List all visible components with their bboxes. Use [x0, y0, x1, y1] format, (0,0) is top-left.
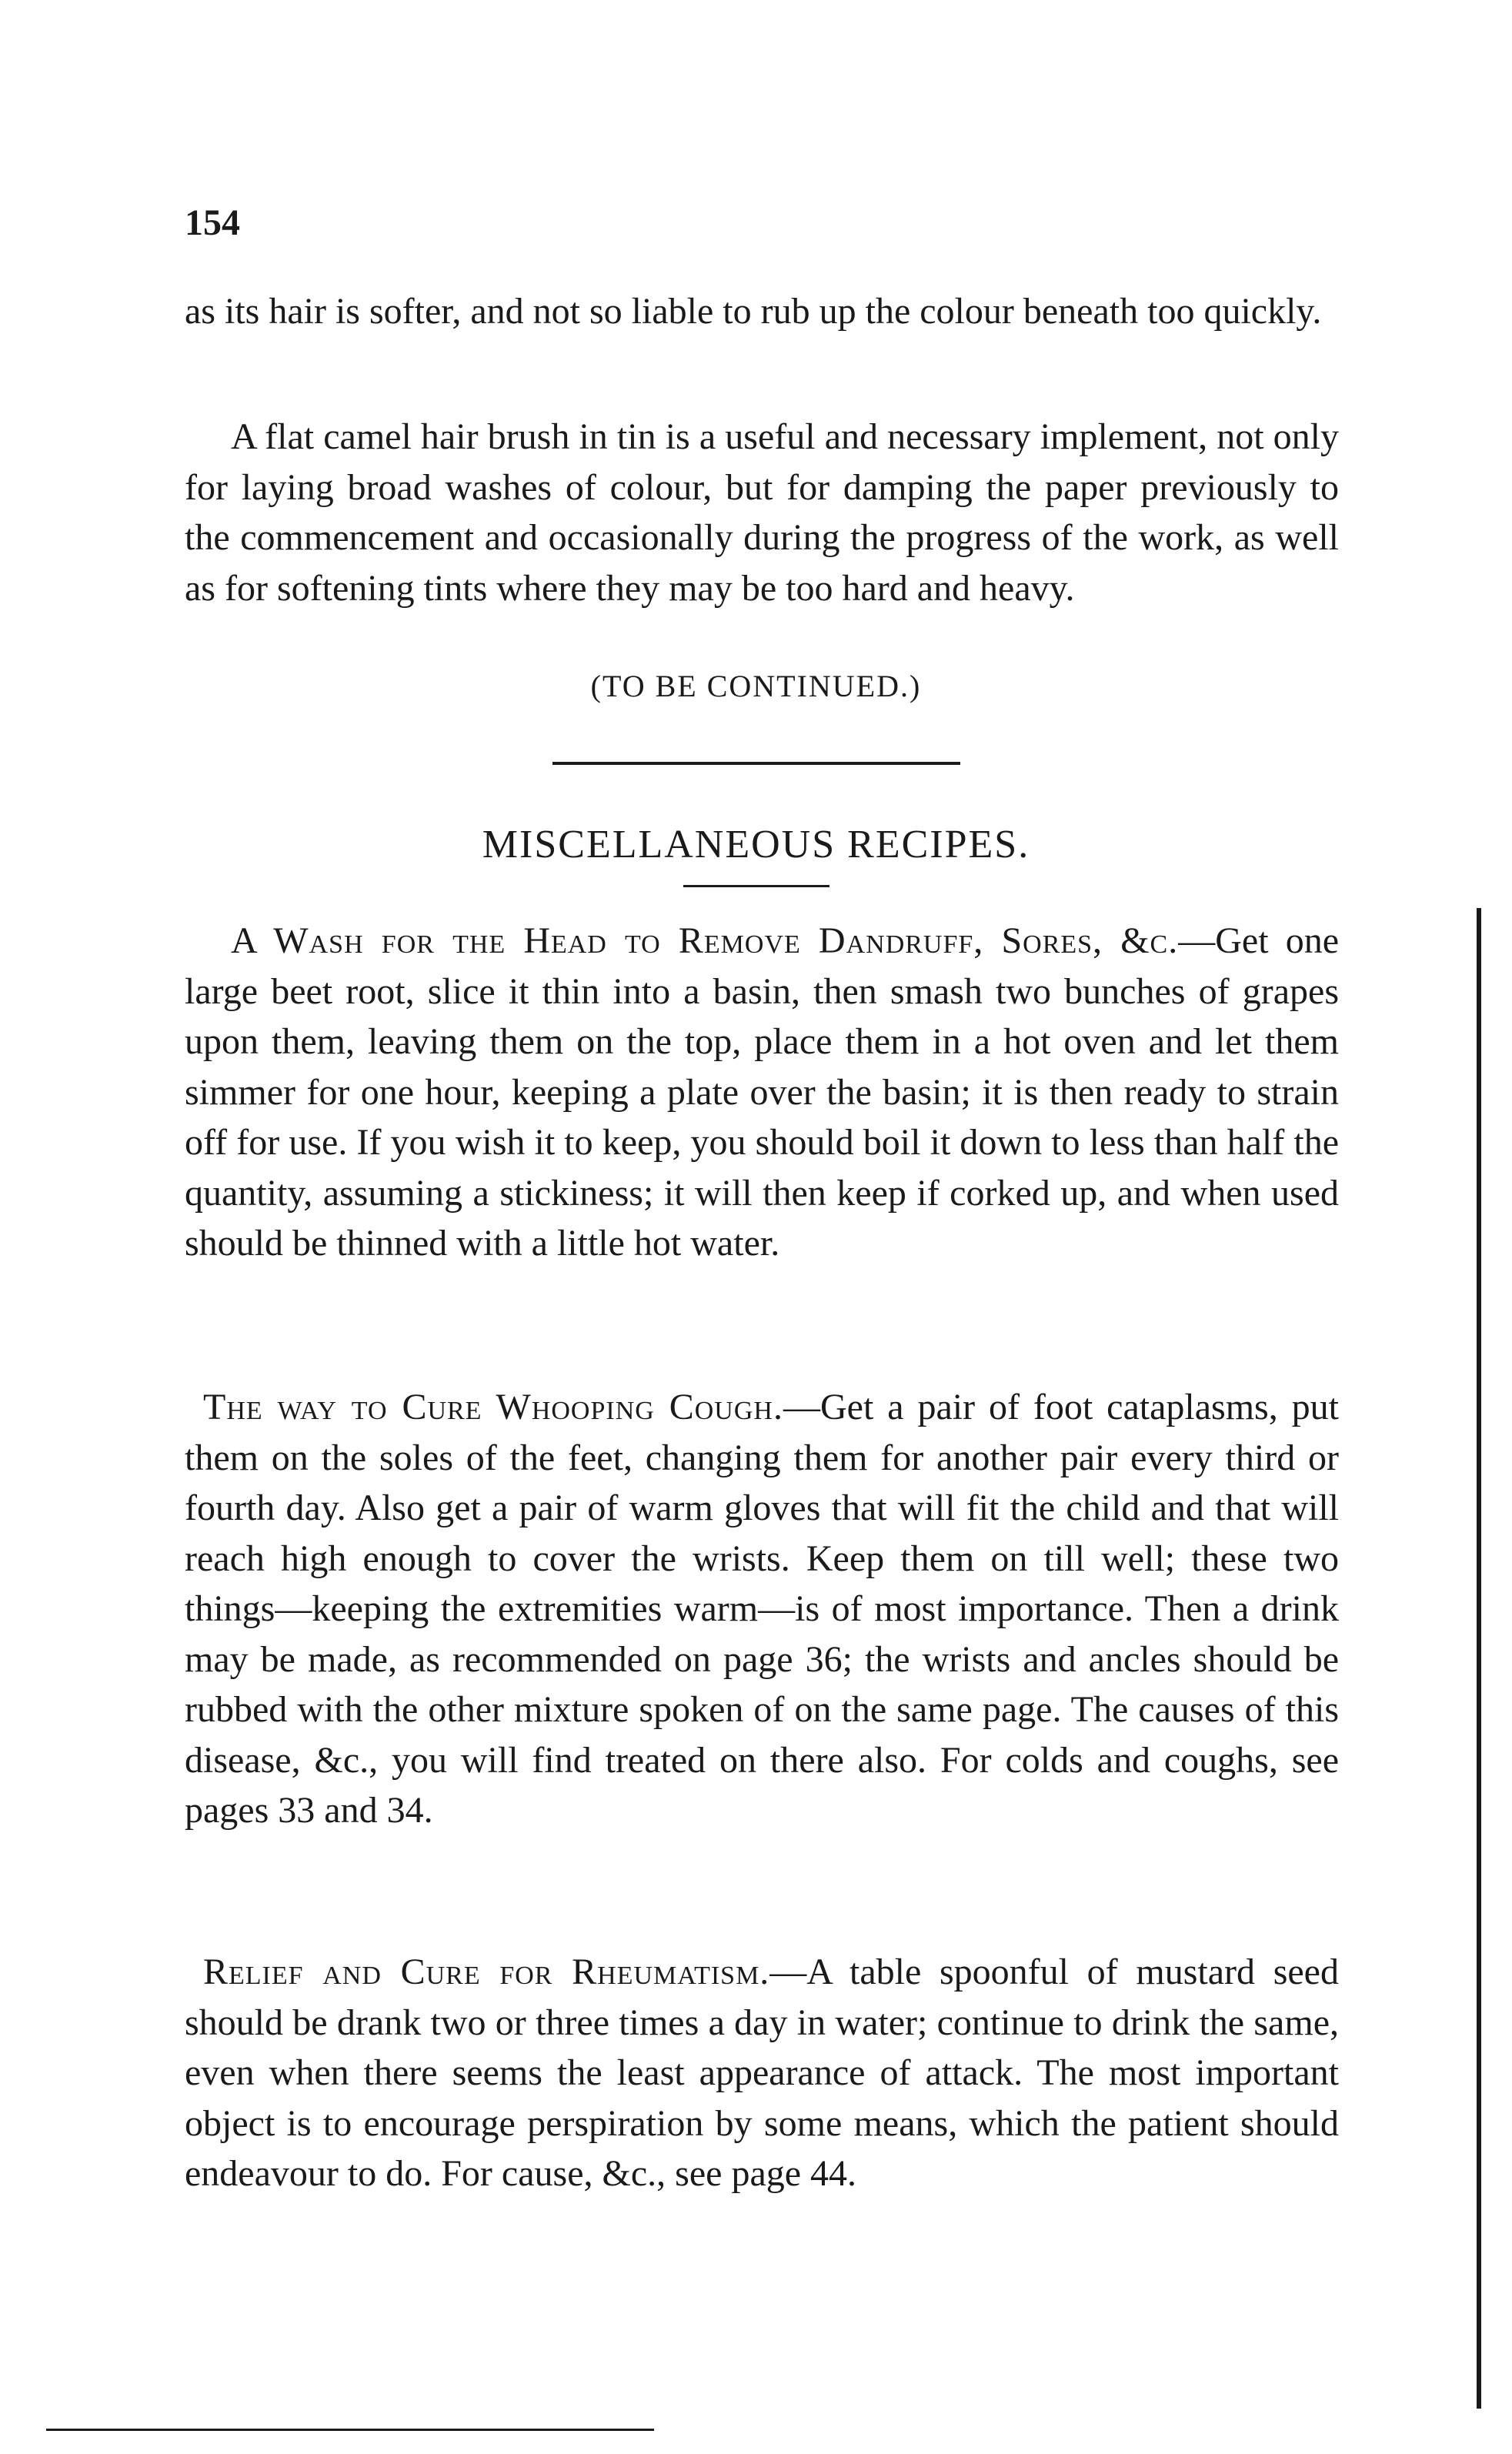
- recipe-body: —Get a pair of foot cataplasms, put them on the soles of the feet, changing them for another pair every third or fourth day. Also get a pair of warm gloves that will fit the child and that will reach high enough to cover the wrists. Keep them on till well; these two things—keeping the extremities warm—is of most importance. Then a drink may be made, as recommended on page 36; the wrists and ancles should be rubbed with the other mixture spoken of on the same page. The causes of this disease, &c., you will find treated on there also. For colds and coughs, see pages 33 and 34.: [185, 1387, 1340, 1831]
- intro-paragraph-1: as its hair is softer, and not so liable to rub up the colour beneath too quickly.: [185, 291, 1322, 332]
- recipe-whooping-cough: [185, 1382, 1339, 1836]
- heading-underline-rule: [683, 885, 829, 887]
- intro-paragraph-2: A flat camel hair brush in tin is a useful and necessary implement, not only for laying broad washes of colour, but for damping the paper previously to the commencement and occasionally during the progress of the work, as well as for softening tints where they may be too hard and heavy.: [185, 416, 1339, 609]
- recipe-title: Relief and Cure for Rheumatism.: [203, 1952, 770, 1992]
- recipe-title: The way to Cure Whooping Cough.: [203, 1387, 783, 1427]
- recipe-body: —A table spoonful of mustard seed should be drank two or three times a day in water; continue to drink the same, even when there seems the least appearance of attack. The most important object is to encourage perspiration by some means, which the patient should endeavour to do. For cause, &c., see page 44.: [185, 1952, 1339, 2194]
- recipe-rheumatism: [185, 1947, 1339, 2199]
- page-number: 154: [185, 202, 240, 243]
- recipe-title: A Wash for the Head to Remove Dandruff, Sores, &c.: [231, 920, 1179, 961]
- to-be-continued-note: (TO BE CONTINUED.): [590, 669, 922, 703]
- section-heading: MISCELLANEOUS RECIPES.: [482, 823, 1030, 866]
- recipe-body: —Get one large beet root, slice it thin into a basin, then smash two bunches of grapes upon them, leaving them on the top, place them in a hot oven and let them simmer for one hour, keeping a plate over the basin; it is then ready to strain off for use. If you wish it to keep, you should boil it down to less than half the quantity, assuming a stickiness; it will then keep if corked up, and when used should be thinned with a little hot water.: [185, 920, 1339, 1264]
- recipe-dandruff-wash: [185, 916, 1339, 1269]
- section-divider-rule: [552, 762, 960, 765]
- margin-binding-line: [1477, 908, 1481, 2409]
- bottom-edge-line: [46, 2429, 654, 2431]
